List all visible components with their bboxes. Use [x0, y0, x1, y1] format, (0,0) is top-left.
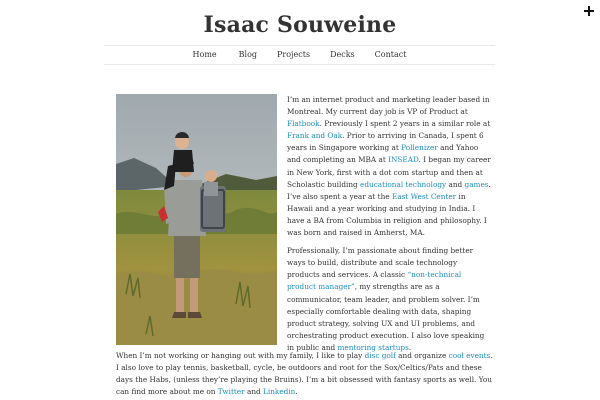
bio-text — [287, 94, 492, 360]
nav-projects[interactable]: Projects — [277, 50, 311, 59]
insead-link[interactable]: INSEAD — [388, 155, 419, 165]
games-link[interactable]: games — [464, 179, 489, 189]
bio-paragraph-1: I’m an internet product and marketing leader based in Montreal. My current day job is VP of Product at Flatbook. Previously I spent 2 years in a similar role at Frank and Oak. Prior to arriving in Canada, I spent 6 years in Singapore working at Pollenizer and Yahoo and completing an MBA at INSEAD. I began my career in New York, first with a dot com startup and then at Scholastic building educational technology and games. I’ve also spent a year at the East West Center in Hawaii and a year working and studying in India. I have a BA from Columbia in religion and philosophy. I was born and raised in Amherst, MA. — [287, 95, 491, 238]
non-technical-pm-link[interactable]: “non-technical product manager” — [287, 270, 462, 292]
flatbook-link[interactable]: Flatbook — [287, 119, 320, 129]
linkedin-link[interactable]: Linkedin — [263, 387, 296, 397]
east-west-center-link[interactable]: East West Center — [391, 191, 457, 201]
nav-blog[interactable]: Blog — [238, 50, 258, 59]
profile-photo — [116, 94, 277, 345]
nav-bottom-divider — [104, 64, 495, 65]
frank-and-oak-link[interactable]: Frank and Oak — [287, 131, 343, 141]
nav-decks[interactable]: Decks — [330, 50, 355, 59]
nav-home[interactable]: Home — [192, 50, 217, 59]
nav-contact[interactable]: Contact — [374, 50, 407, 59]
site-title[interactable]: Isaac Souweine — [203, 12, 397, 38]
cool-events-link[interactable]: cool events — [448, 351, 491, 360]
main-nav — [104, 46, 495, 64]
educational-technology-link[interactable]: educational technology — [360, 179, 447, 189]
disc-golf-link[interactable]: disc golf — [364, 351, 396, 360]
mentoring-startups-link[interactable]: mentoring startups — [337, 342, 409, 352]
bio-paragraph-3-container — [116, 350, 494, 398]
pollenizer-link[interactable]: Pollenizer — [401, 143, 438, 153]
bio-paragraph-3: When I’m not working or hanging out with my family, I like to play disc golf and organize cool events. I also love to play tennis, basketball, cycle, be outdoors and root for the Sox/Celtics/Pats and these days the Habs, (unless they’re playing the Bruins). I’m a bit obsessed with fantasy sports as well. You can find more about me on Twitter and Linkedin. — [116, 351, 493, 397]
twitter-link[interactable]: Twitter — [217, 387, 245, 397]
bio-paragraph-2: Professionally, I’m passionate about finding better ways to build, distribute and scale technology products and services. A classic “non-technical product manager”, my strengths are as a communicator, team leader, and problem solver. I’m especially comfortable dealing with data, shaping product strategy, solving UX and UI problems, and orchestrating product execution. I also love speaking in public and mentoring startups. — [287, 246, 485, 352]
